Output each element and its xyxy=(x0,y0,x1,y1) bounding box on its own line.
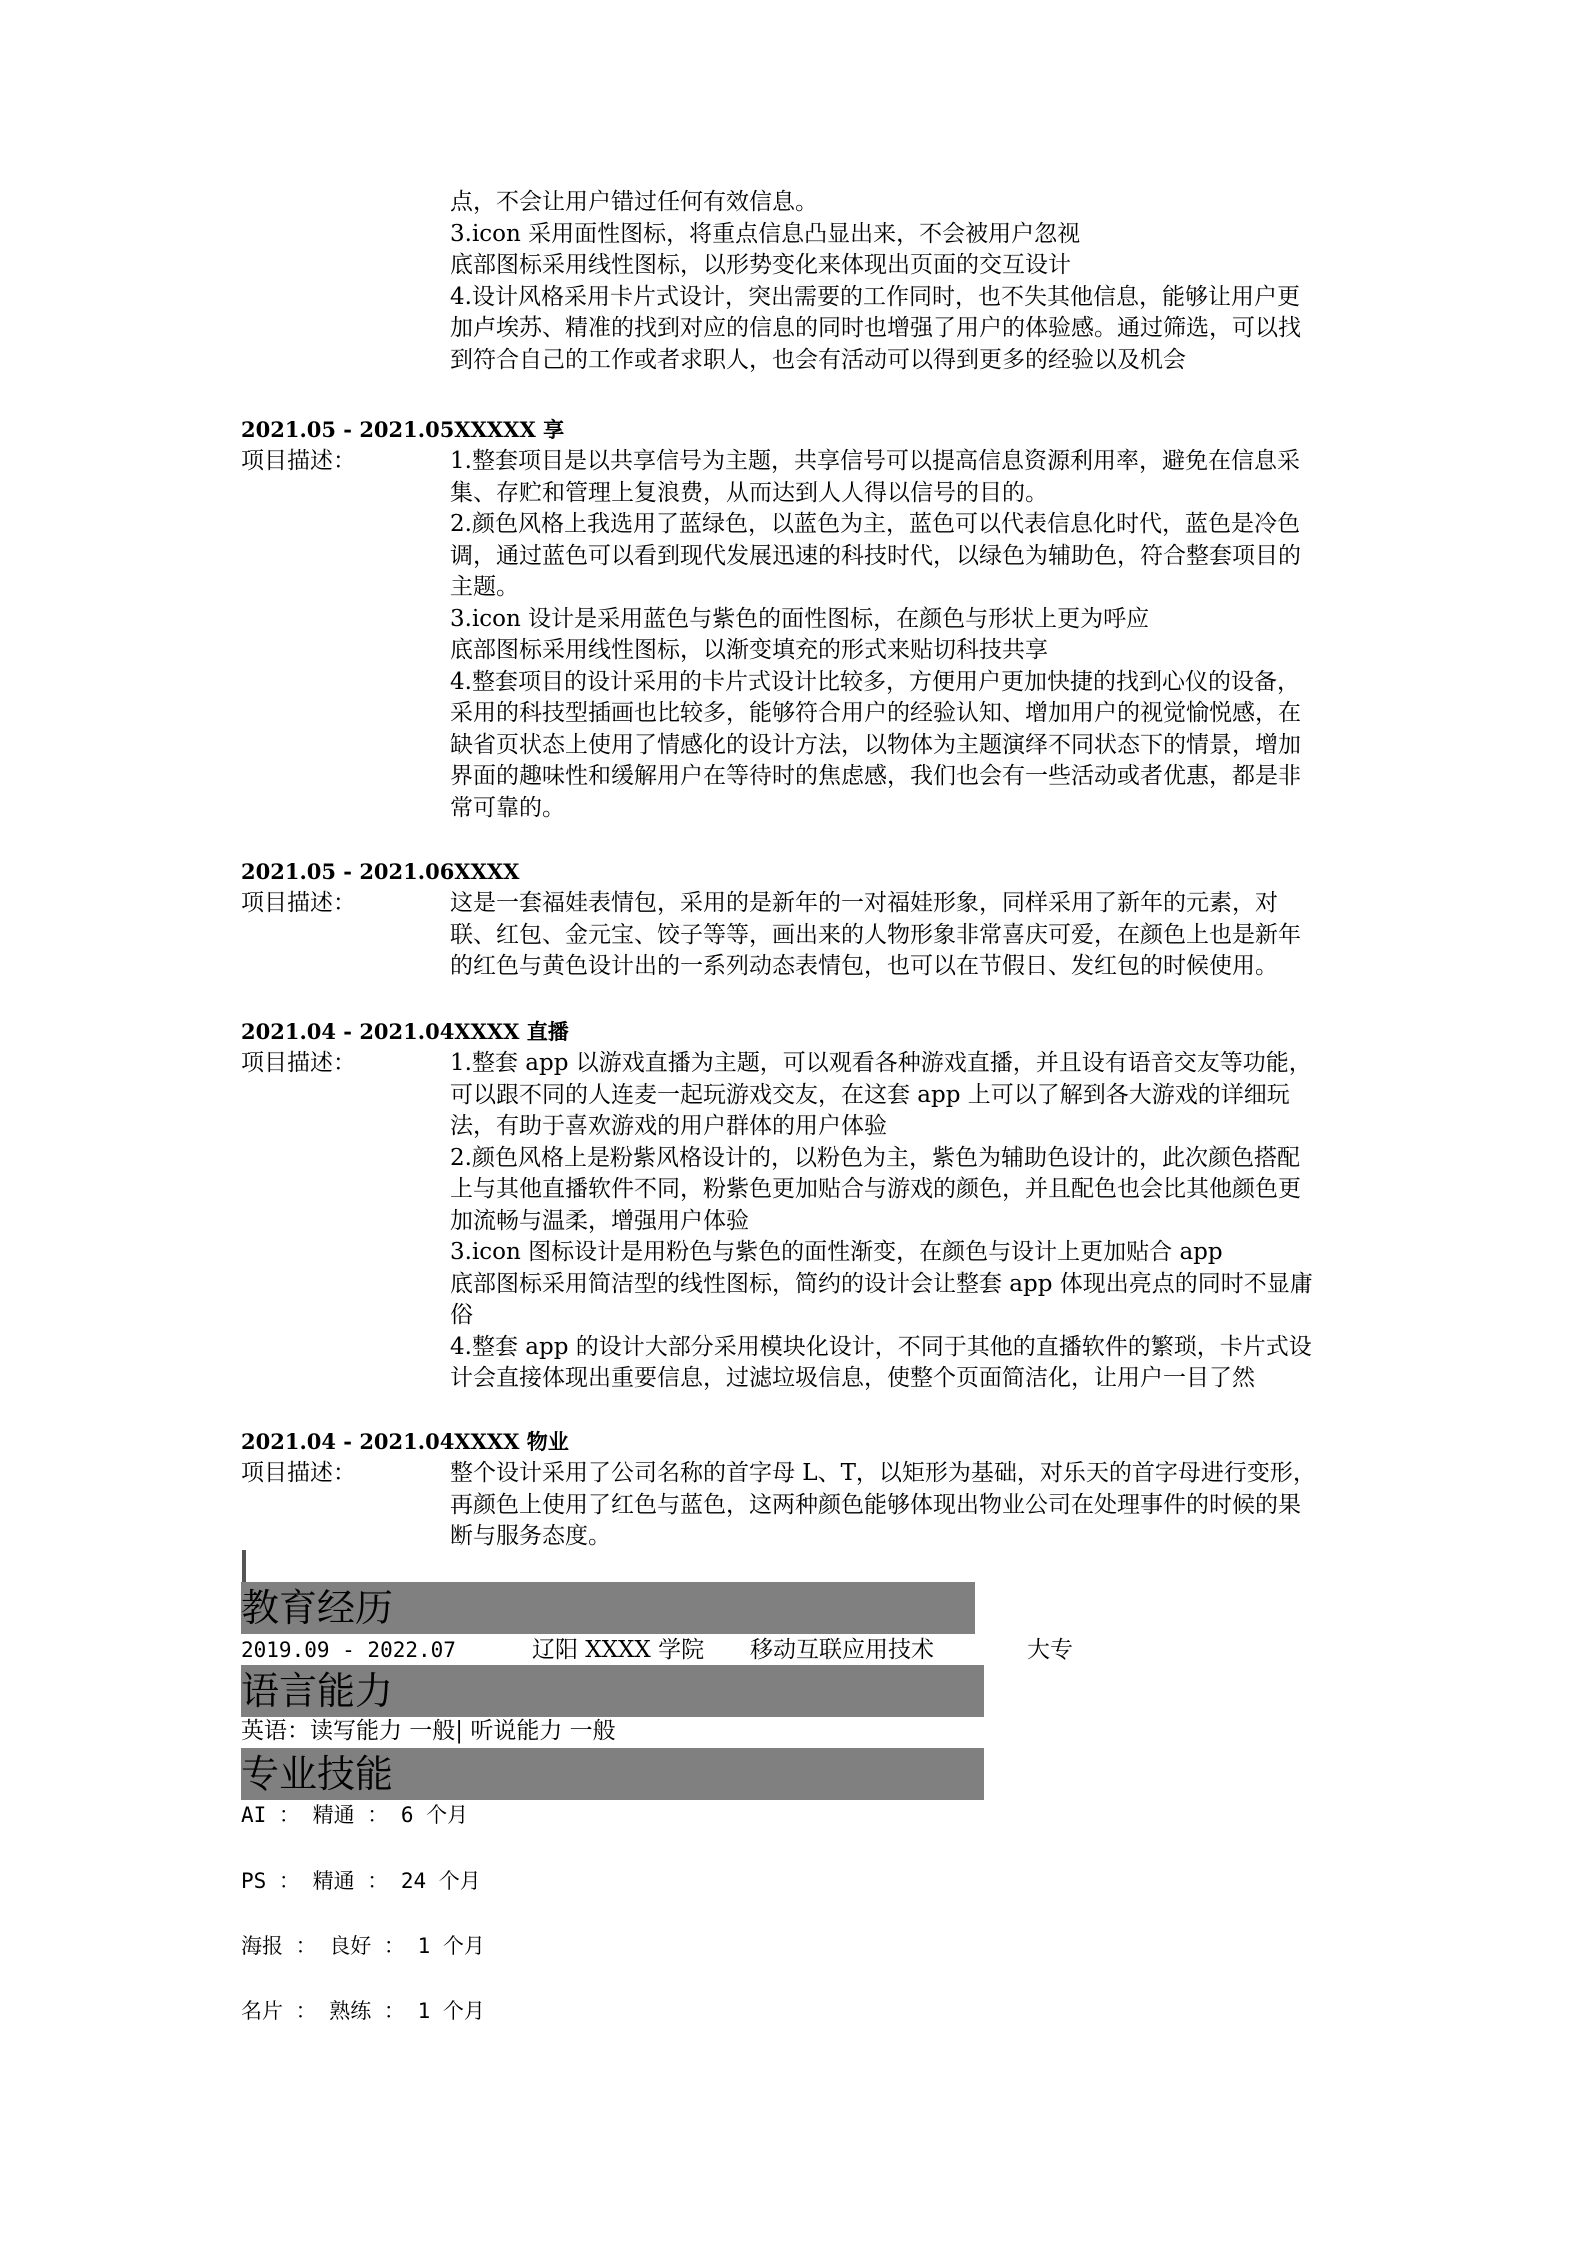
project-line: 3.icon 设计是采用蓝色与紫色的面性图标，在颜色与形状上更为呼应 xyxy=(450,605,1150,632)
education-major: 移动互联应用技术 xyxy=(750,1637,934,1663)
project-line: 采用的科技型插画也比较多，能够符合用户的经验认知、增加用户的视觉愉悦感，在 xyxy=(450,700,1301,726)
skill-item-poster: 海报 ： 良好 ： 1 个月 xyxy=(241,1934,485,1958)
intro-line: 点，不会让用户错过任何有效信息。 xyxy=(450,189,818,215)
intro-line: 到符合自己的工作或者求职人，也会有活动可以得到更多的经验以及机会 xyxy=(450,346,1186,373)
project-description xyxy=(450,888,1360,983)
project-line: 底部图标采用简洁型的线性图标，简约的设计会让整套 app 体现出亮点的同时不显庸 xyxy=(450,1270,1313,1297)
project-header: 2021.05 - 2021.05XXXXX 享 xyxy=(241,417,565,442)
project-line: 整个设计采用了公司名称的首字母 L、T，以矩形为基础，对乐天的首字母进行变形， xyxy=(450,1460,1316,1486)
education-period: 2019.09 - 2022.07 xyxy=(241,1638,456,1662)
project-label: 项目描述： xyxy=(241,1460,356,1486)
project-line: 缺省页状态上使用了情感化的设计方法，以物体为主题演绎不同状态下的情景，增加 xyxy=(450,731,1301,758)
project-line: 底部图标采用线性图标，以渐变填充的形式来贴切科技共享 xyxy=(450,637,1048,663)
intro-line: 底部图标采用线性图标，以形势变化来体现出页面的交互设计 xyxy=(450,252,1071,278)
skill-item-ai: AI ： 精通 ： 6 个月 xyxy=(241,1803,469,1827)
project-line: 这是一套福娃表情包，采用的是新年的一对福娃形象，同样采用了新年的元素，对 xyxy=(450,890,1278,916)
project-line: 集、存贮和管理上复浪费，从而达到人人得以信号的目的。 xyxy=(450,479,1048,506)
project-line: 法，有助于喜欢游戏的用户群体的用户体验 xyxy=(450,1113,887,1139)
project-line: 1.整套 app 以游戏直播为主题，可以观看各种游戏直播，并且设有语音交友等功能， xyxy=(450,1050,1312,1076)
intro-line: 3.icon 采用面性图标，将重点信息凸显出来，不会被用户忽视 xyxy=(450,220,1081,247)
project-header: 2021.04 - 2021.04XXXX 物业 xyxy=(241,1429,569,1454)
project-line: 2.颜色风格上我选用了蓝绿色，以蓝色为主，蓝色可以代表信息化时代，蓝色是冷色 xyxy=(450,511,1300,537)
project-line: 调，通过蓝色可以看到现代发展迅速的科技时代，以绿色为辅助色，符合整套项目的 xyxy=(450,542,1301,569)
intro-line: 4.设计风格采用卡片式设计，突出需要的工作同时，也不失其他信息，能够让用户更 xyxy=(450,283,1300,310)
education-school: 辽阳 XXXX 学院 xyxy=(532,1637,705,1663)
project-line: 界面的趣味性和缓解用户在等待时的焦虑感，我们也会有一些活动或者优惠，都是非 xyxy=(450,763,1301,789)
project-line: 的红色与黄色设计出的一系列动态表情包，也可以在节假日、发红包的时候使用。 xyxy=(450,953,1278,979)
project-header: 2021.04 - 2021.04XXXX 直播 xyxy=(241,1019,569,1044)
education-degree: 大专 xyxy=(1027,1637,1073,1663)
project-line: 常可靠的。 xyxy=(450,794,565,821)
intro-continuation xyxy=(450,187,1360,376)
skill-item-ps: PS ： 精通 ： 24 个月 xyxy=(241,1869,481,1893)
project-line: 可以跟不同的人连麦一起玩游戏交友，在这套 app 上可以了解到各大游戏的详细玩 xyxy=(450,1081,1290,1108)
project-label: 项目描述： xyxy=(241,890,356,916)
project-label: 项目描述： xyxy=(241,1050,356,1076)
project-line: 4.整套项目的设计采用的卡片式设计比较多，方便用户更加快捷的找到心仪的设备， xyxy=(450,668,1300,695)
project-line: 联、红包、金元宝、饺子等等，画出来的人物形象非常喜庆可爱，在颜色上也是新年 xyxy=(450,921,1301,948)
education-section-title: 教育经历 xyxy=(241,1586,394,1630)
skill-item-businesscard: 名片 ： 熟练 ： 1 个月 xyxy=(241,1999,485,2023)
project-label: 项目描述： xyxy=(241,448,356,474)
project-header: 2021.05 - 2021.06XXXX xyxy=(241,859,520,884)
project-line: 1.整套项目是以共享信号为主题，共享信号可以提高信息资源利用率，避免在信息采 xyxy=(450,448,1300,474)
project-description xyxy=(450,1458,1360,1553)
project-line: 断与服务态度。 xyxy=(450,1523,611,1549)
project-line: 上与其他直播软件不同，粉紫色更加贴合与游戏的颜色，并且配色也会比其他颜色更 xyxy=(450,1176,1301,1202)
project-line: 3.icon 图标设计是用粉色与紫色的面性渐变，在颜色与设计上更加贴合 app xyxy=(450,1239,1223,1265)
project-line: 4.整套 app 的设计大部分采用模块化设计，不同于其他的直播软件的繁琐，卡片式设 xyxy=(450,1333,1312,1360)
project-line: 加流畅与温柔，增强用户体验 xyxy=(450,1207,749,1234)
project-description xyxy=(450,446,1360,824)
text-cursor xyxy=(242,1550,246,1584)
language-section-title: 语言能力 xyxy=(241,1669,394,1713)
language-line: 英语：读写能力 一般| 听说能力 一般 xyxy=(241,1718,616,1744)
project-line: 再颜色上使用了红色与蓝色，这两种颜色能够体现出物业公司在处理事件的时候的果 xyxy=(450,1491,1301,1518)
project-line: 俗 xyxy=(450,1302,473,1328)
project-line: 2.颜色风格上是粉紫风格设计的，以粉色为主，紫色为辅助色设计的，此次颜色搭配 xyxy=(450,1144,1300,1171)
project-line: 主题。 xyxy=(450,574,519,600)
intro-line: 加卢埃苏、精准的找到对应的信息的同时也增强了用户的体验感。通过筛选，可以找 xyxy=(450,315,1301,341)
skills-section-title: 专业技能 xyxy=(241,1752,394,1796)
project-description xyxy=(450,1048,1360,1395)
project-line: 计会直接体现出重要信息，过滤垃圾信息，使整个页面简洁化，让用户一目了然 xyxy=(450,1365,1255,1391)
